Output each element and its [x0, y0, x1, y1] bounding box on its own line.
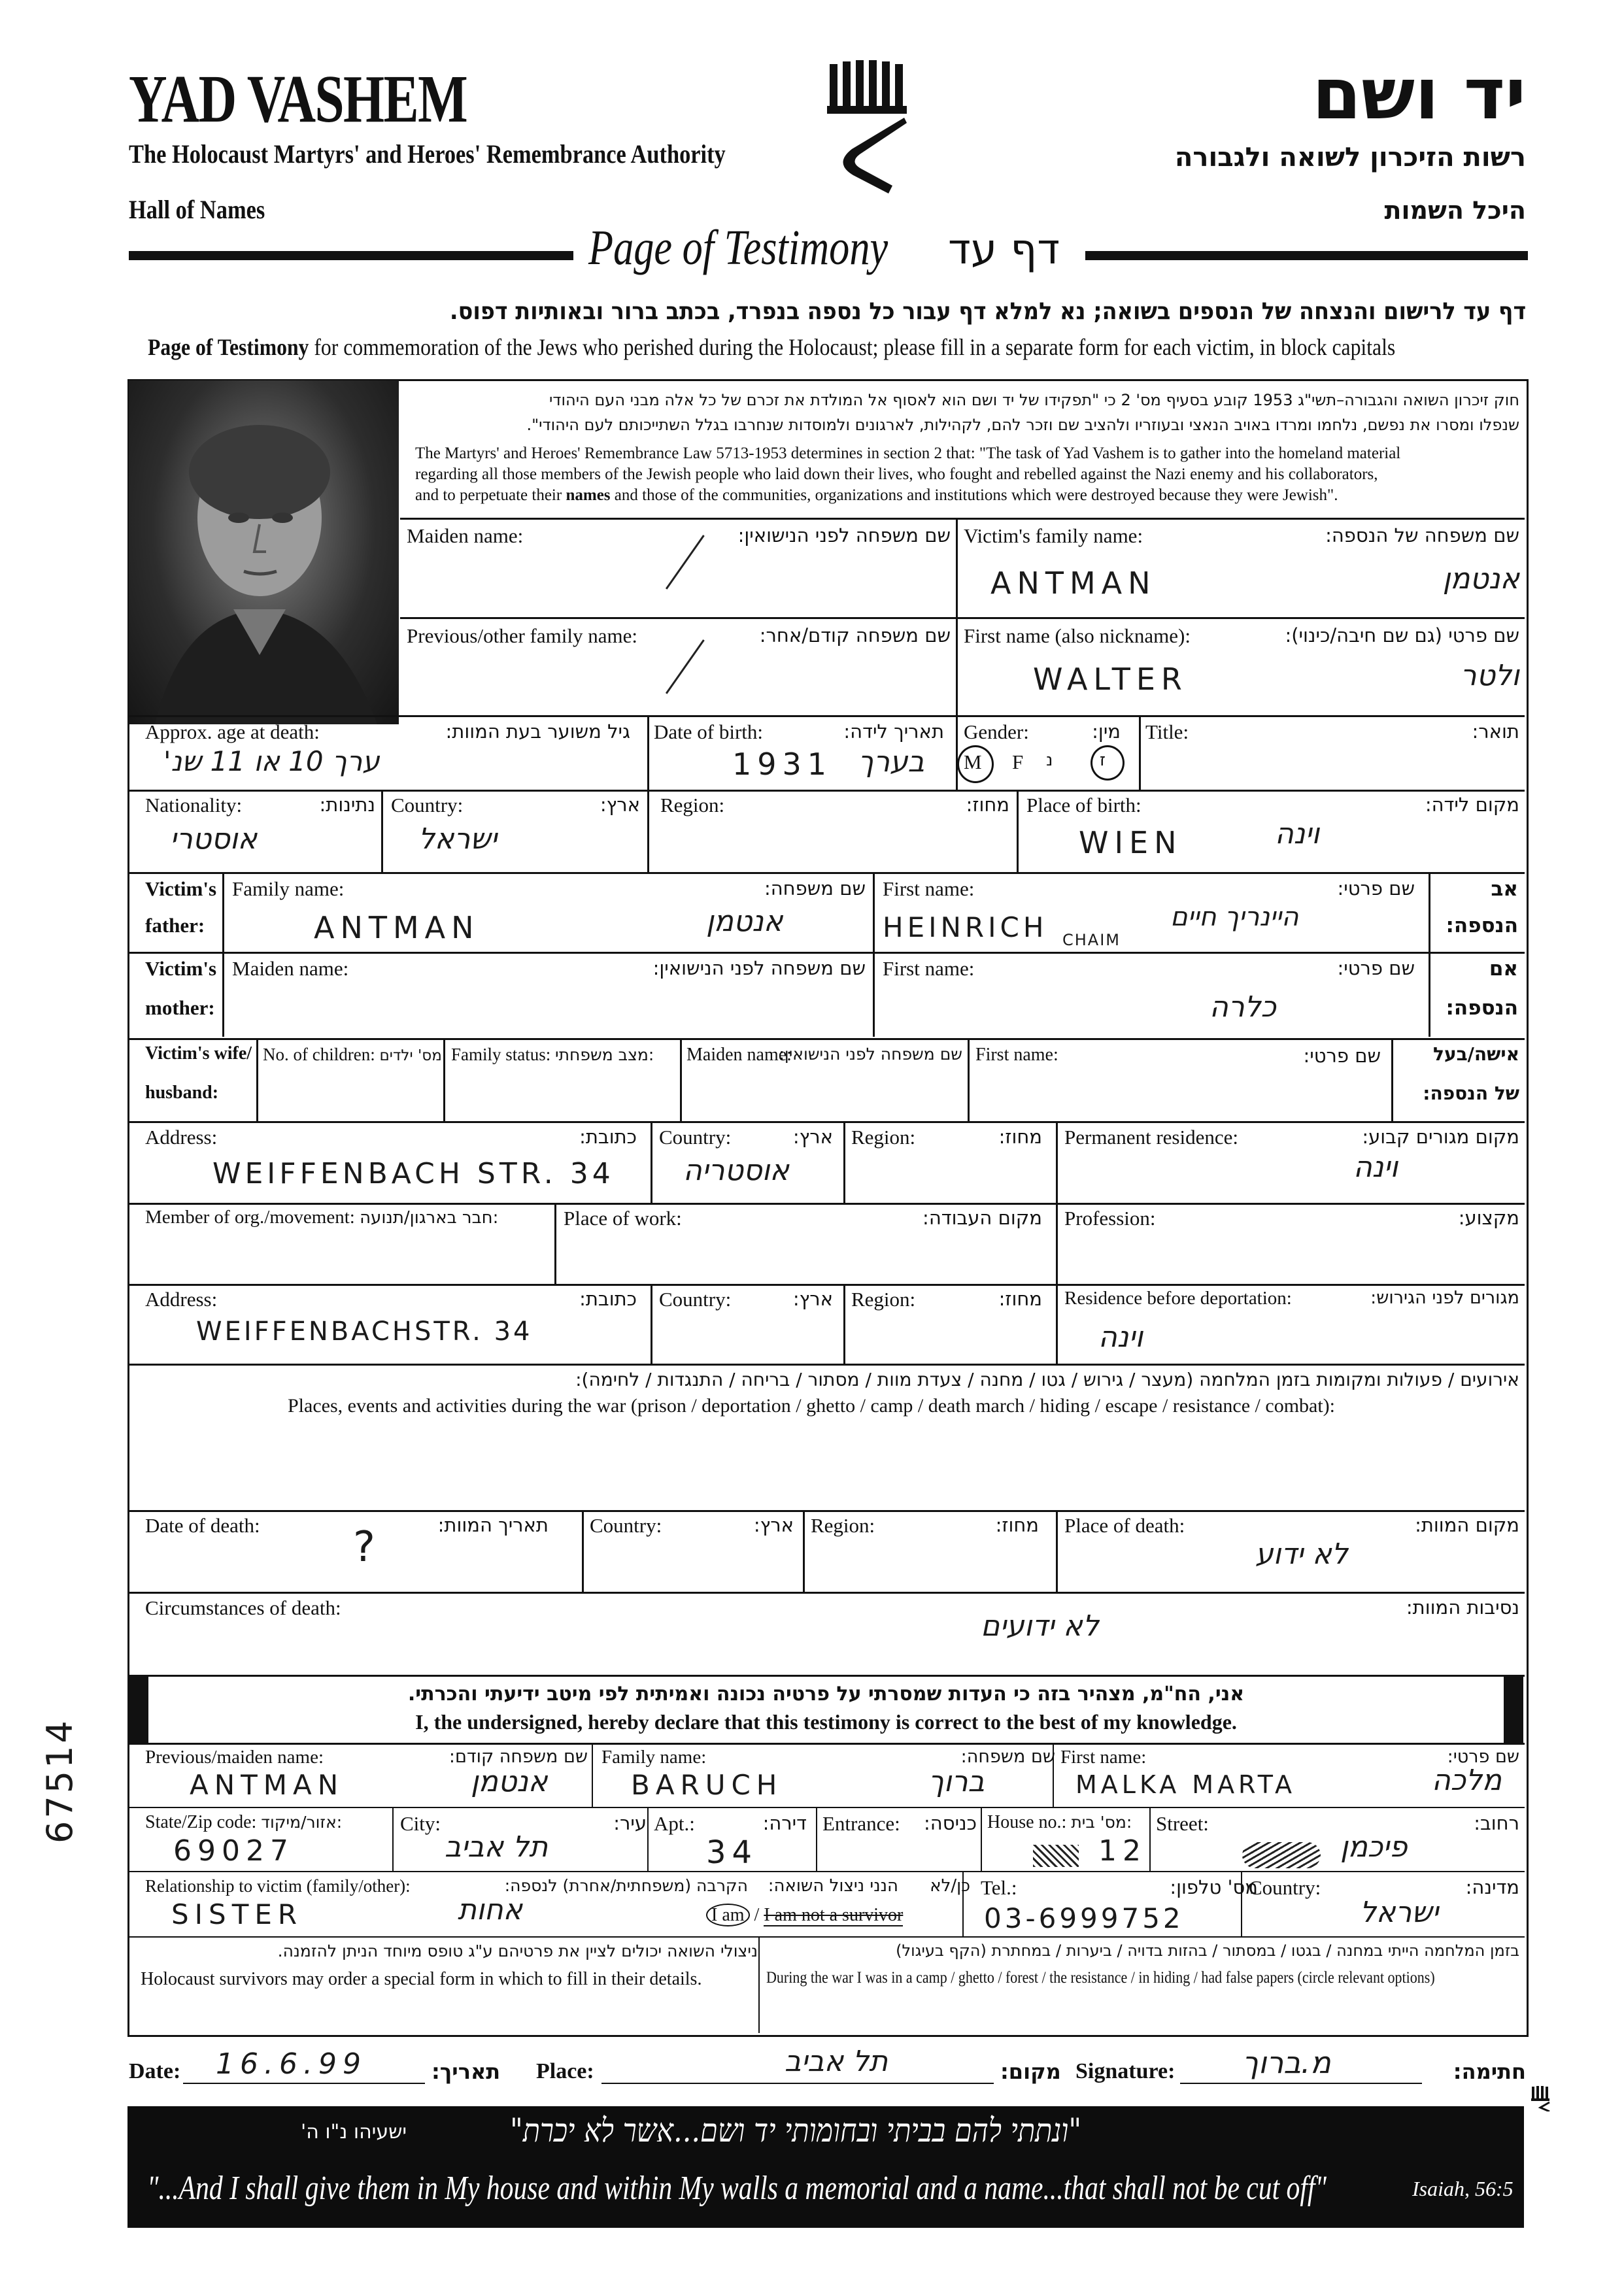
prev-family-name-label-he: שם משפחה קודם/אחר: — [759, 624, 951, 647]
gender-label-he: מין: — [1092, 720, 1121, 743]
gender-z-circle[interactable] — [1091, 745, 1125, 781]
victims-wife-label-2: husband: — [145, 1083, 219, 1103]
entrance-label-he: כניסה: — [924, 1812, 977, 1834]
rule — [816, 1807, 817, 1871]
spouse-first-label-he: שם פרטי: — [1303, 1045, 1381, 1067]
org-name-en: YAD VASHEM — [129, 61, 467, 137]
member-org-en: Member of org./movement: — [145, 1207, 355, 1228]
mother-first-label: First name: — [883, 957, 975, 980]
place-value: תל אביב — [785, 2045, 888, 2078]
rule — [1429, 872, 1430, 1037]
rule — [127, 1807, 1525, 1808]
rule — [1149, 1807, 1151, 1871]
rule — [873, 872, 875, 1037]
nationality-value: אוסטרי — [170, 822, 258, 856]
place-of-birth-value: WIEN — [1079, 825, 1183, 860]
rule — [127, 790, 1525, 792]
no-children-he: מס' ילדים: — [379, 1047, 447, 1064]
declaration-bar-left — [129, 1676, 148, 1743]
relationship-label-he: הקרבה (משפחתית/אחרת) לנספה: — [504, 1876, 748, 1895]
survivor-label-he-yesno[interactable]: כן/לא — [930, 1876, 970, 1896]
witness-prev-label: Previous/maiden name: — [145, 1747, 324, 1768]
father-family-label: Family name: — [232, 877, 345, 900]
address-label-he: כתובת: — [579, 1126, 637, 1148]
nationality-label: Nationality: — [145, 794, 243, 816]
mother-maiden-label-he: שם משפחה לפני הנישואין: — [652, 957, 866, 979]
footer-quote-he: "ונתתי להם בביתי ובחומותי יד ושם...אשר לא יכרת" — [510, 2111, 1082, 2149]
rule — [680, 1038, 682, 1121]
first-name-value: WALTER — [1033, 662, 1188, 697]
gender-f[interactable]: F — [1012, 750, 1024, 773]
signature-underline — [1180, 2083, 1422, 2084]
dob-label: Date of birth: — [654, 720, 764, 743]
law-he-2: שנפלו ומסרו את נפשם, נלחמו ומרדו באויב הנאצי ובעוזריו ולהציב שם וזכר להם, לקהילות, לארגונים ולמוסדות שנחרבו בגלל השתייכותם לעם היהודי". — [526, 416, 1519, 434]
no-children-en: No. of children: — [263, 1045, 375, 1064]
permanent-residence-label-he: מקום מגורים קבוע: — [1362, 1126, 1519, 1148]
rule — [647, 1807, 649, 1871]
rule — [127, 1871, 1525, 1872]
footer-quote-he-ref: ישעיהו נ"ו ה' — [301, 2121, 407, 2143]
title-rule-left — [129, 251, 573, 260]
side-number: 67514 — [39, 1718, 80, 1843]
declaration-en: I, the undersigned, hereby declare that this testimony is correct to the best of my knowledge. — [415, 1710, 1237, 1734]
rule — [1053, 1743, 1054, 1807]
spouse-maiden-label-he: שם משפחה לפני הנישואין: — [779, 1045, 962, 1064]
address2-country-label: Country: — [659, 1288, 732, 1311]
law-he-1: חוק זיכרון השואה והגבורה–תשי"ג 1953 קובע בסעיף מס' 2 כי "תפקידו של יד ושם הוא לאסוף אל המולדת את זכרם של כל אלה מבני העם היהודי — [549, 391, 1519, 409]
residence-before-label-he: מגורים לפני הגירוש: — [1370, 1288, 1519, 1308]
rule — [1241, 1871, 1242, 1936]
rule — [592, 1743, 593, 1807]
father-family-value-he: אנטמן — [706, 905, 783, 938]
authority-he: רשות הזיכרון לשואה ולגבורה — [1174, 143, 1526, 173]
rule — [400, 617, 1525, 619]
father-family-value: ANTMAN — [314, 910, 480, 945]
father-first-label-he: שם פרטי: — [1337, 877, 1415, 899]
place-of-death-label-he: מקום המוות: — [1415, 1514, 1519, 1536]
place-of-birth-value-he: וינה — [1275, 817, 1320, 850]
rule — [803, 1510, 805, 1592]
scribble-mark — [1242, 1842, 1321, 1868]
gender-z: ז — [1100, 750, 1106, 770]
address2-country-label-he: ארץ: — [792, 1288, 833, 1310]
declaration-he: אני, הח"מ, מצהיר בזה כי העדות שמסרתי על פרטיה נכונה ואמיתית לפי מיטב ידיעתי והכרתי. — [407, 1683, 1245, 1706]
rule — [127, 1936, 1525, 1938]
profession-label-he: מקצוע: — [1458, 1207, 1519, 1229]
father-first-value-he: היינריך חיים — [1170, 902, 1299, 932]
date-label: Date: — [129, 2059, 181, 2083]
intro-en-bold: Page of Testimony — [148, 334, 309, 360]
scribble-mark — [1033, 1845, 1079, 1867]
place-of-work-label: Place of work: — [564, 1207, 682, 1230]
hall-of-names-en: Hall of Names — [129, 195, 265, 224]
house-no-en: House no.: — [987, 1812, 1067, 1832]
state-zip-en: State/Zip code: — [145, 1812, 257, 1832]
state-zip-he: אזור/מיקוד: — [261, 1813, 343, 1832]
witness-family-value-he: ברוך — [928, 1765, 985, 1798]
rule — [843, 1284, 845, 1364]
mother-maiden-label: Maiden name: — [232, 957, 349, 980]
city-label-he: עיר: — [613, 1812, 647, 1834]
spouse-first-label: First name: — [975, 1045, 1058, 1065]
rule — [1391, 1038, 1393, 1121]
street-label: Street: — [1156, 1812, 1209, 1835]
footer-quote-en-ref: Isaiah, 56:5 — [1412, 2177, 1514, 2200]
address-country-value: אוסטריה — [683, 1154, 789, 1187]
victim-family-name-value: ANTMAN — [990, 565, 1157, 601]
dob-label-he: תאריך לידה: — [843, 720, 944, 743]
address-country-label-he: ארץ: — [792, 1126, 833, 1148]
rule — [582, 1510, 584, 1592]
family-status-he: מצב משפחתי: — [555, 1045, 654, 1064]
father-he-1: אב — [1491, 877, 1518, 901]
death-region-label: Region: — [811, 1514, 875, 1537]
apt-value: 34 — [706, 1834, 758, 1871]
street-value: פיכמן — [1340, 1830, 1408, 1864]
father-family-label-he: שם משפחה: — [764, 877, 866, 899]
prev-family-name-label: Previous/other family name: — [407, 624, 637, 647]
address2-region-label: Region: — [851, 1288, 916, 1311]
profession-label: Profession: — [1064, 1207, 1156, 1230]
first-name-nick-label: First name (also nickname): — [964, 624, 1191, 647]
address-value: WEIFFENBACH STR. 34 — [212, 1157, 615, 1190]
rule — [956, 518, 958, 715]
rule — [651, 1284, 652, 1364]
state-zip-label — [145, 1812, 342, 1833]
death-country-label-he: ארץ: — [753, 1514, 794, 1536]
address2-region-label-he: מחוז: — [998, 1288, 1042, 1310]
spouse-maiden-label: Maiden name: — [686, 1045, 792, 1065]
place-of-work-label-he: מקום העבודה: — [922, 1207, 1042, 1229]
during-war-en: During the war I was in a camp / ghetto / forest / the resistance / in hiding / had false papers (circle relevant options) — [766, 1969, 1435, 1987]
death-country-label: Country: — [590, 1514, 662, 1537]
victim-family-name-label: Victim's family name: — [964, 524, 1143, 547]
street-label-he: רחוב: — [1474, 1812, 1519, 1834]
rule — [400, 518, 1525, 520]
rule — [1056, 1121, 1058, 1203]
rule — [127, 1284, 1525, 1286]
victims-mother-label-2: mother: — [145, 996, 215, 1019]
member-org-label — [145, 1207, 498, 1228]
declaration-bar-right — [1504, 1676, 1523, 1743]
country-label-he: ארץ: — [600, 794, 640, 816]
rule — [956, 715, 958, 790]
law-en-3c: and those of the communities, organizations and institutions which were destroyed because they were Jewish". — [610, 486, 1338, 504]
rule — [968, 1038, 970, 1121]
address-region-label-he: מחוז: — [998, 1126, 1042, 1148]
rule — [651, 1121, 652, 1203]
witness-prev-value-he: אנטמן — [471, 1765, 548, 1798]
signature-label-he: חתימה: — [1453, 2059, 1526, 2084]
intro-en-rest: for commemoration of the Jews who perished during the Holocaust; please fill in a separate form for each victim, in block capitals — [309, 334, 1396, 360]
rule — [127, 1203, 1525, 1205]
relationship-label: Relationship to victim (family/other): — [145, 1876, 411, 1896]
events-label-en: Places, events and activities during the war (prison / deportation / ghetto / camp / death march / hiding / escape / resistance / combat): — [288, 1395, 1336, 1417]
country-witness-label-he: מדינה: — [1465, 1876, 1519, 1898]
nationality-label-he: נתינות: — [319, 794, 375, 816]
region-label: Region: — [660, 794, 725, 816]
permanent-residence-label: Permanent residence: — [1064, 1126, 1238, 1149]
maiden-name-label-he: שם משפחה לפני הנישואין: — [737, 524, 951, 546]
rule — [127, 1121, 1525, 1123]
law-en-3a: and to perpetuate their — [415, 486, 566, 504]
law-en-1: The Martyrs' and Heroes' Remembrance Law 5713-1953 determines in section 2 that: "The task of Yad Vashem is to gather into the homeland material — [415, 445, 1401, 462]
date-label-he: תאריך: — [431, 2059, 501, 2084]
witness-family-value: BARUCH — [631, 1769, 783, 1801]
victim-photo — [129, 380, 399, 724]
witness-family-label-he: שם משפחה: — [960, 1747, 1055, 1767]
signature-value[interactable]: מ.ברוך — [1242, 2045, 1331, 2080]
mother-first-value-he: כלרה — [1210, 990, 1276, 1024]
date-of-death-label-he: תאריך המוות: — [437, 1514, 549, 1536]
during-war-he: בזמן המלחמה הייתי במחנה / בגטו / במסתור / בהזות בדויה / ביערות / במחתרת (הקף בעיגול) — [896, 1941, 1519, 1960]
rule — [962, 1871, 964, 1936]
country-witness-value: ישראל — [1360, 1896, 1439, 1929]
circumstances-value: לא ידועים — [981, 1609, 1099, 1643]
family-status-label — [451, 1045, 654, 1065]
date-of-death-label: Date of death: — [145, 1514, 260, 1537]
gender-label: Gender: — [964, 720, 1029, 743]
title-rule-right — [1085, 251, 1528, 260]
tel-label: Tel.: — [981, 1876, 1017, 1899]
survivors-note-he: ניצולי השואה יכולים לציין את פרטיהם ע"ג טופס מיוחד הניתן להזמנה. — [277, 1941, 758, 1960]
city-label: City: — [400, 1812, 441, 1835]
victims-wife-label-1: Victim's wife/ — [145, 1043, 252, 1064]
spouse-he-2: של הנספה: — [1423, 1083, 1519, 1104]
witness-first-value: MALKA MARTA — [1075, 1770, 1296, 1799]
gender-n[interactable]: נ — [1046, 750, 1053, 770]
rule — [127, 1038, 1525, 1040]
rule — [1056, 1203, 1058, 1284]
circumstances-label: Circumstances of death: — [145, 1596, 341, 1619]
approx-age-value: ערך 10 או 11 שנ' — [163, 745, 380, 777]
address-region-label: Region: — [851, 1126, 916, 1149]
signature-label: Signature: — [1075, 2059, 1176, 2083]
witness-family-label: Family name: — [601, 1747, 707, 1768]
hall-of-names-he: היכל השמות — [1384, 196, 1526, 225]
father-he-2: הנספה: — [1446, 914, 1518, 937]
spouse-he-1: אישה/בעל — [1433, 1043, 1519, 1065]
place-of-death-label: Place of death: — [1064, 1514, 1185, 1537]
tel-value: 03-6999752 — [984, 1902, 1184, 1934]
mother-he-1: אם — [1489, 957, 1518, 981]
witness-first-value-he: מלכה — [1432, 1764, 1502, 1797]
dob-value: 1931 — [732, 747, 833, 782]
tel-label-he: מס' טלפון: — [1170, 1876, 1258, 1898]
zip-value: 69027 — [173, 1834, 294, 1868]
footer-quote-en: "...And I shall give them in My house and within My walls a memorial and a name...that shall not be cut off" — [147, 2170, 1327, 2207]
no-children-label — [263, 1045, 447, 1065]
rule — [127, 1675, 1525, 1677]
intro-he: דף עד לרישום והנצחה של הנספים בשואה; נא למלא דף עבור כל נספה בנפרד, בכתב ברור ובאותיות דפוס. — [449, 298, 1526, 325]
approx-age-label: Approx. age at death: — [145, 720, 320, 743]
victims-father-label-2: father: — [145, 914, 205, 937]
victim-family-name-value-he: אנטמן — [1442, 562, 1519, 596]
relationship-value-he: אחות — [458, 1893, 523, 1926]
rule — [981, 1807, 982, 1871]
witness-first-label-he: שם פרטי: — [1447, 1747, 1519, 1767]
rule — [392, 1807, 394, 1871]
rule — [222, 872, 224, 1037]
date-underline — [183, 2083, 425, 2084]
city-value: תל אביב — [445, 1830, 549, 1864]
intro-en — [148, 333, 1395, 361]
rule — [1056, 1510, 1058, 1592]
victims-mother-label-1: Victim's — [145, 957, 217, 980]
place-underline — [601, 2083, 994, 2084]
mother-he-2: הנספה: — [1446, 996, 1518, 1020]
family-status-en: Family status: — [451, 1045, 551, 1064]
rule — [127, 1743, 1525, 1745]
entrance-label: Entrance: — [822, 1812, 900, 1835]
rule — [127, 952, 1525, 954]
address-label: Address: — [145, 1126, 218, 1149]
maiden-name-label: Maiden name: — [407, 524, 524, 547]
mother-first-label-he: שם פרטי: — [1337, 957, 1415, 979]
approx-age-label-he: גיל משוער בעת המוות: — [445, 720, 630, 743]
law-en-2: regarding all those members of the Jewish people who laid down their lives, who fought and rebelled against the Nazi enemy and his collaborators, — [415, 465, 1378, 483]
form-title-he: דף עד — [948, 226, 1060, 274]
first-name-value-he: ולטר — [1460, 659, 1519, 692]
country-witness-label: Country: — [1249, 1876, 1321, 1899]
events-label-he: אירועים / פעולות ומקומות בזמן המלחמה (מעצר / גירוש / גטו / מחנה / צעדת מוות / מסתור / בריחה / התנגדות / לחימה): — [575, 1369, 1519, 1390]
address2-label: Address: — [145, 1288, 218, 1311]
address2-value: WEIFFENBACHSTR. 34 — [196, 1317, 533, 1347]
house-no-label — [987, 1812, 1132, 1833]
survivor-i-am-not: I am not a survivor — [764, 1905, 904, 1925]
survivor-i-am: I am — [706, 1904, 750, 1926]
apt-label-he: דירה: — [762, 1812, 807, 1834]
permanent-residence-value: וינה — [1353, 1151, 1398, 1184]
rule — [843, 1121, 845, 1203]
father-first-value: HEINRICH — [883, 911, 1048, 943]
title-label-he: תואר: — [1472, 720, 1519, 743]
address-country-label: Country: — [659, 1126, 732, 1149]
rule — [381, 790, 383, 872]
rule — [127, 1510, 1525, 1512]
relationship-value: SISTER — [171, 1898, 303, 1930]
first-name-nick-label-he: שם פרטי (גם שם חיבה/כינוי): — [1285, 624, 1519, 647]
rule — [256, 1038, 258, 1121]
rule — [1056, 1284, 1058, 1364]
rule — [127, 872, 1525, 874]
apt-label: Apt.: — [654, 1812, 695, 1835]
house-no-value: 12 — [1098, 1834, 1147, 1868]
rule — [127, 715, 1525, 717]
witness-first-label: First name: — [1060, 1747, 1147, 1768]
place-of-birth-label-he: מקום לידה: — [1425, 794, 1519, 816]
place-of-birth-label: Place of birth: — [1026, 794, 1142, 816]
law-en-3b: names — [566, 486, 611, 504]
witness-prev-label-he: שם משפחה קודם: — [448, 1747, 588, 1767]
place-label-he: מקום: — [1000, 2059, 1061, 2084]
authority-en: The Holocaust Martyrs' and Heroes' Remembrance Authority — [129, 139, 726, 169]
rule — [554, 1203, 556, 1284]
region-label-he: מחוז: — [966, 794, 1009, 816]
law-en-3 — [415, 486, 1338, 505]
father-first-label: First name: — [883, 877, 975, 900]
survivors-note-en: Holocaust survivors may order a special form in which to fill in their details. — [141, 1969, 702, 1989]
rule — [127, 1364, 1525, 1366]
place-label: Place: — [536, 2059, 594, 2083]
rule — [127, 1592, 1525, 1594]
date-of-death-value: ? — [353, 1523, 381, 1572]
yad-vashem-small-logo-icon — [1530, 2085, 1553, 2111]
form-title-en: Page of Testimony — [588, 220, 888, 275]
victim-family-name-label-he: שם משפחה של הנספה: — [1325, 524, 1519, 546]
country-label: Country: — [391, 794, 464, 816]
rule — [1017, 790, 1019, 872]
survivor-label-en[interactable]: I am / I am not a survivor — [706, 1905, 903, 1926]
yad-vashem-logo-icon — [820, 58, 919, 195]
date-value: 16.6.99 — [216, 2047, 367, 2081]
residence-before-value: וינה — [1098, 1320, 1143, 1354]
address2-label-he: כתובת: — [579, 1288, 637, 1310]
rule — [758, 1936, 760, 2033]
rule — [647, 715, 649, 790]
country-value: ישראל — [418, 822, 498, 856]
rule — [647, 790, 649, 872]
circumstances-label-he: נסיבות המוות: — [1406, 1596, 1519, 1619]
gender-m: M — [964, 750, 982, 773]
place-of-death-value: לא ידוע — [1255, 1538, 1348, 1571]
dob-value-he: בערך — [858, 745, 924, 779]
member-org-he: חבר בארגון/תנועה: — [360, 1208, 499, 1228]
title-label: Title: — [1145, 720, 1189, 743]
house-no-he: מס' בית: — [1071, 1813, 1132, 1832]
rule — [1139, 715, 1141, 790]
victims-father-label-1: Victim's — [145, 877, 217, 900]
org-name-he: יד ושם — [1311, 54, 1526, 135]
survivor-label-he: הנני ניצול השואה: — [768, 1876, 898, 1896]
witness-prev-value: ANTMAN — [190, 1769, 345, 1801]
father-first-value-small: CHAIM — [1062, 931, 1121, 949]
residence-before-label: Residence before deportation: — [1064, 1288, 1292, 1309]
death-region-label-he: מחוז: — [995, 1514, 1039, 1536]
